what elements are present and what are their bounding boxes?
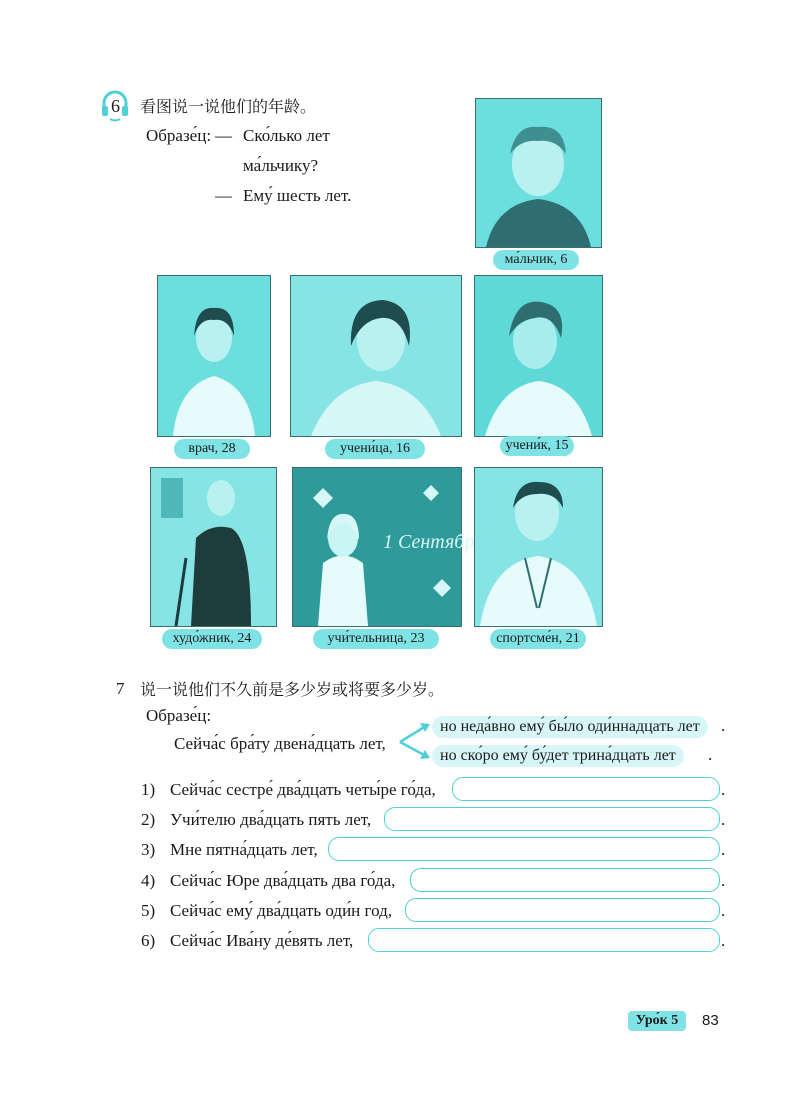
exercise-7-sample-label: Образе́ц: — [146, 706, 212, 725]
caption-artist: худо́жник, 24 — [162, 629, 262, 649]
photo-athlete — [474, 467, 603, 627]
dialogue-line-3: Ему́ шесть лет. — [243, 186, 352, 205]
item-number-3: 3) — [141, 840, 156, 859]
answer-field-2[interactable] — [384, 807, 720, 831]
sample-option-2-dot: . — [708, 745, 713, 764]
page-number: 83 — [702, 1012, 719, 1029]
exercise-6-sample-label: Образе́ц: — [146, 126, 212, 145]
item-end-dot-1: . — [721, 780, 726, 799]
sample-option-2: но ско́ро ему́ бу́дет трина́дцать лет — [432, 745, 684, 767]
exercise-7-number: 7 — [116, 679, 125, 698]
caption-teacher: учи́тельница, 23 — [313, 629, 439, 649]
photo-schoolgirl — [290, 275, 462, 437]
caption-schoolgirl: учени́ца, 16 — [325, 439, 425, 459]
board-text: 1 Сентябр — [383, 531, 475, 553]
sample-sentence-start: Сейча́с бра́ту двена́дцать лет, — [174, 734, 386, 753]
dialogue-line-1: Ско́лько лет — [243, 126, 330, 145]
item-end-dot-6: . — [721, 931, 726, 950]
photo-artist — [150, 467, 277, 627]
answer-field-3[interactable] — [328, 837, 720, 861]
item-end-dot-2: . — [721, 810, 726, 829]
sample-option-1: но неда́вно ему́ бы́ло оди́ннадцать лет — [432, 716, 708, 738]
item-number-6: 6) — [141, 931, 156, 950]
item-number-2: 2) — [141, 810, 156, 829]
photo-teacher — [292, 467, 475, 627]
item-end-dot-4: . — [721, 871, 726, 890]
answer-field-4[interactable] — [410, 868, 720, 892]
item-end-dot-5: . — [721, 901, 726, 920]
lesson-tab: Уро́к 5 — [628, 1011, 686, 1031]
dialogue-dash-2: — — [215, 186, 232, 205]
arrow-icon — [396, 716, 436, 764]
item-text-5: Сейча́с ему́ два́дцать оди́н год, — [170, 901, 392, 920]
caption-athlete: спортсме́н, 21 — [490, 629, 586, 649]
dialogue-line-2: ма́льчику? — [243, 156, 318, 175]
caption-doctor: врач, 28 — [174, 439, 250, 459]
item-text-4: Сейча́с Юре два́дцать два го́да, — [170, 871, 396, 890]
photo-doctor — [157, 275, 271, 437]
item-text-2: Учи́телю два́дцать пять лет, — [170, 810, 372, 829]
dialogue-dash-1: — — [215, 126, 232, 145]
exercise-7-title: 说一说他们不久前是多少岁或将要多少岁。 — [140, 680, 445, 699]
item-text-6: Сейча́с Ива́ну де́вять лет, — [170, 931, 354, 950]
answer-field-6[interactable] — [368, 928, 720, 952]
item-text-1: Сейча́с сестре́ два́дцать четы́ре го́да, — [170, 780, 436, 799]
exercise-6-title: 看图说一说他们的年龄。 — [140, 97, 317, 116]
photo-boy — [475, 98, 602, 248]
item-end-dot-3: . — [721, 840, 726, 859]
item-text-3: Мне пятна́дцать лет, — [170, 840, 318, 859]
exercise-6-number: 6 — [111, 96, 120, 116]
photo-schoolboy — [474, 275, 603, 437]
caption-boy: ма́льчик, 6 — [493, 250, 579, 270]
caption-schoolboy: учени́к, 15 — [500, 436, 574, 456]
answer-field-1[interactable] — [452, 777, 720, 801]
item-number-5: 5) — [141, 901, 156, 920]
answer-field-5[interactable] — [405, 898, 720, 922]
item-number-1: 1) — [141, 780, 156, 799]
sample-option-1-dot: . — [721, 716, 726, 735]
item-number-4: 4) — [141, 871, 156, 890]
